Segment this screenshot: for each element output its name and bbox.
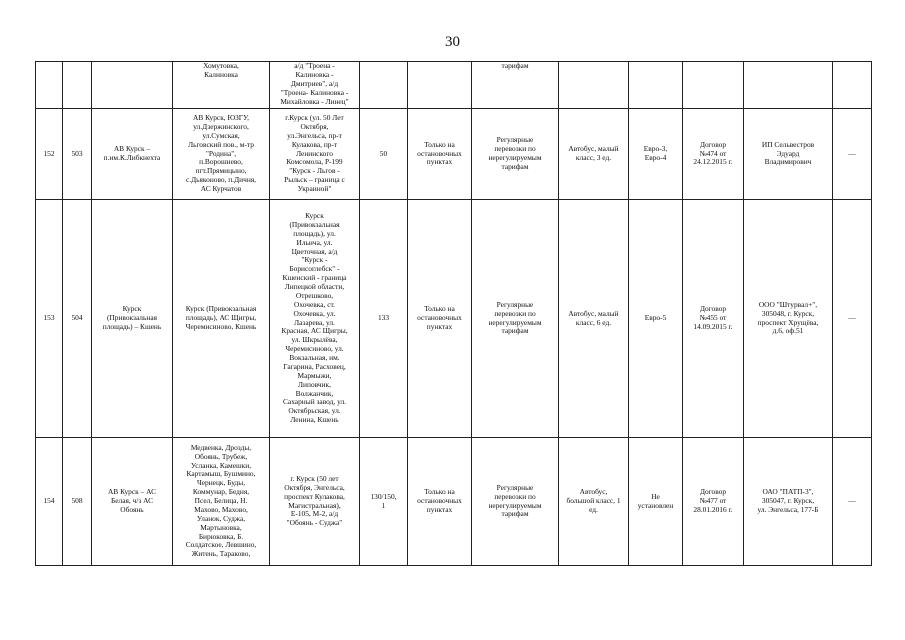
routes-table (35, 61, 872, 566)
cell-name: АВ Курск – АС Белая, ч/з АС Обоянь (92, 438, 173, 566)
cell-vehicle: Автобус, большой класс, 1 ед. (559, 438, 629, 566)
cell-no: 154 (36, 438, 63, 566)
cell-eco: Евро-3, Евро-4 (629, 109, 683, 200)
cell-stops: Медвенка, Дрозды, Обоянь, Трубеж, Усланка, Камешки, Картамыш, Бушмино, Чернецк, Буды, Коммунар, Бедня, Псел, Белица, Н. Махово, Махово, Уланок, Суджа, Мартыновка, Бирюковка, Б. Солдатское, Левшино, Житень, Тараково, (173, 438, 270, 566)
cell-length: 133 (360, 200, 408, 438)
cell-vehicle: Автобус, малый класс, 6 ед. (559, 200, 629, 438)
cell-name: АВ Курск – п.им.К.Либкнехта (92, 109, 173, 200)
cell-route-no (63, 62, 92, 109)
table-row (36, 109, 872, 200)
cell-carrier: ООО "Штурвал+", 305048, г. Курск, проспект Хрущёва, д.6, оф.51 (744, 200, 833, 438)
cell-contract (683, 62, 744, 109)
cell-name: Курск (Привокзальная площадь) – Кшень (92, 200, 173, 438)
cell-length: 130/150, 1 (360, 438, 408, 566)
cell-carrier: ОАО "ПАТП-3", 305047, г. Курск, ул. Энгельса, 177-Б (744, 438, 833, 566)
cell-stop-order (408, 62, 472, 109)
cell-vehicle: Автобус, малый класс, 3 ед. (559, 109, 629, 200)
cell-note: — (833, 438, 872, 566)
cell-length: 50 (360, 109, 408, 200)
cell-eco: Евро-5 (629, 200, 683, 438)
table-row (36, 200, 872, 438)
cell-type: тарифам (472, 62, 559, 109)
cell-stops: АВ Курск, ЮЗГУ, ул.Дзержинского, ул.Сумская, Льговский пов., м-тр "Родина", п.Ворошнево, пгт.Прямицыно, с.Дьяконово, п.Дичня, АС Курчатов (173, 109, 270, 200)
cell-eco: Не установлен (629, 438, 683, 566)
cell-note (833, 62, 872, 109)
page-number: 30 (445, 34, 460, 50)
cell-stops: Хомутовка, Калиновка (173, 62, 270, 109)
cell-contract: Договор №455 от 14.09.2015 г. (683, 200, 744, 438)
cell-type: Регулярные перевозки по нерегулируемым тарифам (472, 200, 559, 438)
table-row (36, 62, 872, 109)
cell-route-no: 508 (63, 438, 92, 566)
cell-vehicle (559, 62, 629, 109)
cell-name (92, 62, 173, 109)
cell-type: Регулярные перевозки по нерегулируемым тарифам (472, 438, 559, 566)
cell-streets: г. Курск (50 лет Октября, Энгельса, проспект Кулакова, Магистральная), Е-105, М-2, а/д "Обоянь - Суджа" (270, 438, 360, 566)
cell-route-no: 504 (63, 200, 92, 438)
cell-eco (629, 62, 683, 109)
cell-carrier: ИП Сельвестров Эдуард Владимирович (744, 109, 833, 200)
table-row (36, 438, 872, 566)
cell-no (36, 62, 63, 109)
cell-streets: г.Курск (ул. 50 Лет Октября, ул.Энгельса, пр-т Кулакова, пр-т Ленинского Комсомола, Р-199 "Курск - Льгов - Рыльск – граница с Украиной" (270, 109, 360, 200)
cell-contract: Договор №474 от 24.12.2015 г. (683, 109, 744, 200)
cell-stop-order: Только на остановочных пунктах (408, 438, 472, 566)
cell-streets: а/д "Троена - Калиновка - Дмитриев", а/д "Троена- Калиновка - Михайловка - Линец" (270, 62, 360, 109)
cell-stops: Курск (Привокзальная площадь), АС Щигры, Черемисиново, Кшень (173, 200, 270, 438)
cell-length (360, 62, 408, 109)
cell-stop-order: Только на остановочных пунктах (408, 200, 472, 438)
cell-no: 152 (36, 109, 63, 200)
cell-note: — (833, 109, 872, 200)
cell-carrier (744, 62, 833, 109)
cell-streets: Курск (Привокзальная площадь), ул. Ильича, ул. Цветочная, а/д "Курск - Борисоглебск" - Кшенский - граница Липецкой области, Отрешково, Охочевка, ст. Охочевка, ул. Лазарева, ул. Красная, АС Щигры, ул. Шкрылёва, Черемисиново, ул. Вокзальная, им. Гагарина, Расховец, Мармыжи, Липовчик, Волжанчик, Сахарный завод, ул. Октябрьская, ул. Ленина, Кшень (270, 200, 360, 438)
cell-route-no: 503 (63, 109, 92, 200)
cell-type: Регулярные перевозки по нерегулируемым тарифам (472, 109, 559, 200)
cell-no: 153 (36, 200, 63, 438)
cell-contract: Договор №477 от 28.01.2016 г. (683, 438, 744, 566)
cell-note: — (833, 200, 872, 438)
cell-stop-order: Только на остановочных пунктах (408, 109, 472, 200)
